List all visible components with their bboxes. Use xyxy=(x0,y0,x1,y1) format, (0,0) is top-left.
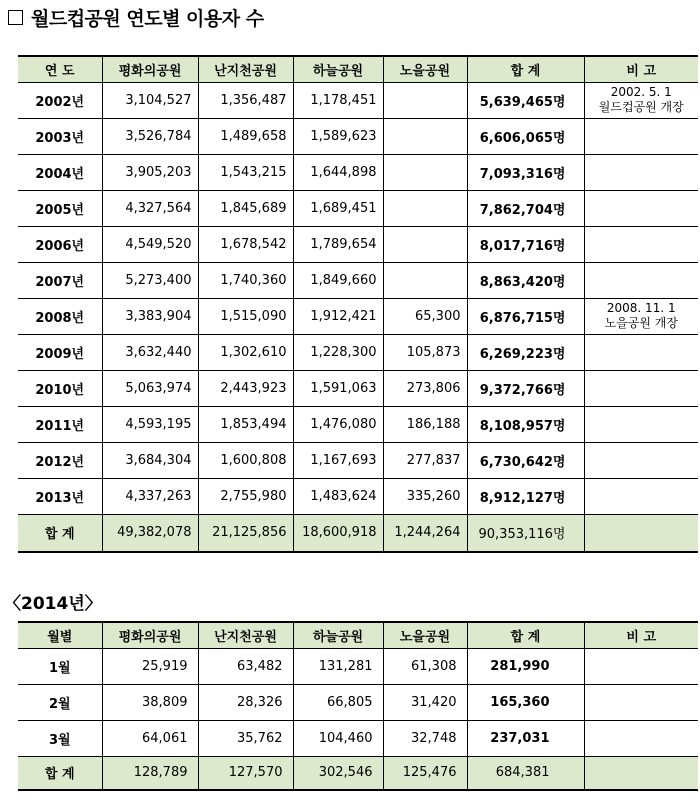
grand-total: 684,381 xyxy=(467,756,584,790)
header-nanjicheon-park: 난지천공원 xyxy=(198,56,293,82)
note-cell xyxy=(584,478,698,514)
peace-park-total: 128,789 xyxy=(102,756,198,790)
haneul-park-cell: 1,689,451 xyxy=(293,190,383,226)
nanjicheon-park-cell: 63,482 xyxy=(198,648,293,684)
haneul-park-total: 302,546 xyxy=(293,756,383,790)
header-note: 비 고 xyxy=(584,56,698,82)
noeul-park-cell xyxy=(383,82,467,118)
header-total: 합 계 xyxy=(467,56,584,82)
checkbox-square-icon xyxy=(8,10,23,25)
note-cell xyxy=(584,684,698,720)
haneul-park-cell: 1,644,898 xyxy=(293,154,383,190)
table-header-row xyxy=(18,622,698,648)
header-nanjicheon-park: 난지천공원 xyxy=(198,622,293,648)
noeul-park-cell: 31,420 xyxy=(383,684,467,720)
header-total: 합 계 xyxy=(467,622,584,648)
year-cell: 2009년 xyxy=(18,334,102,370)
header-noeul-park: 노을공원 xyxy=(383,56,467,82)
table-row xyxy=(18,82,698,118)
total-cell: 6,876,715명 xyxy=(467,298,584,334)
haneul-park-cell: 66,805 xyxy=(293,684,383,720)
peace-park-cell: 5,063,974 xyxy=(102,370,198,406)
table-row xyxy=(18,154,698,190)
total-note xyxy=(584,514,698,552)
peace-park-cell: 3,684,304 xyxy=(102,442,198,478)
monthly-table-body xyxy=(18,622,698,790)
note-cell xyxy=(584,82,698,118)
haneul-park-cell: 1,167,693 xyxy=(293,442,383,478)
year-cell: 2010년 xyxy=(18,370,102,406)
haneul-park-cell: 1,589,623 xyxy=(293,118,383,154)
total-row xyxy=(18,514,698,552)
haneul-park-cell: 1,789,654 xyxy=(293,226,383,262)
nanjicheon-park-cell: 2,755,980 xyxy=(198,478,293,514)
haneul-park-cell: 1,476,080 xyxy=(293,406,383,442)
total-label: 합 계 xyxy=(18,756,102,790)
nanjicheon-park-cell: 1,678,542 xyxy=(198,226,293,262)
total-cell: 6,606,065명 xyxy=(467,118,584,154)
total-cell: 7,093,316명 xyxy=(467,154,584,190)
nanjicheon-park-cell: 1,845,689 xyxy=(198,190,293,226)
year-cell: 2006년 xyxy=(18,226,102,262)
peace-park-cell: 3,632,440 xyxy=(102,334,198,370)
document-title xyxy=(8,4,264,30)
peace-park-cell: 5,273,400 xyxy=(102,262,198,298)
table-row xyxy=(18,118,698,154)
header-month: 월별 xyxy=(18,622,102,648)
year-cell: 2013년 xyxy=(18,478,102,514)
note-line-2: 월드컵공원 개장 xyxy=(598,100,684,114)
year-cell: 2008년 xyxy=(18,298,102,334)
table-row xyxy=(18,648,698,684)
haneul-park-total: 18,600,918 xyxy=(293,514,383,552)
haneul-park-cell: 104,460 xyxy=(293,720,383,756)
header-year: 연 도 xyxy=(18,56,102,82)
noeul-park-cell: 335,260 xyxy=(383,478,467,514)
noeul-park-cell xyxy=(383,190,467,226)
month-cell: 1월 xyxy=(18,648,102,684)
total-cell: 5,639,465명 xyxy=(467,82,584,118)
table-row xyxy=(18,478,698,514)
noeul-park-cell xyxy=(383,118,467,154)
table-row xyxy=(18,226,698,262)
year-cell: 2005년 xyxy=(18,190,102,226)
grand-total: 90,353,116명 xyxy=(467,514,584,552)
nanjicheon-park-cell: 28,326 xyxy=(198,684,293,720)
note-cell xyxy=(584,406,698,442)
note-cell xyxy=(584,648,698,684)
noeul-park-cell: 186,188 xyxy=(383,406,467,442)
total-cell: 6,269,223명 xyxy=(467,334,584,370)
table-row xyxy=(18,262,698,298)
peace-park-cell: 64,061 xyxy=(102,720,198,756)
header-noeul-park: 노을공원 xyxy=(383,622,467,648)
noeul-park-cell: 65,300 xyxy=(383,298,467,334)
table-row xyxy=(18,298,698,334)
peace-park-cell: 3,905,203 xyxy=(102,154,198,190)
note-line-1: 2002. 5. 1 xyxy=(610,85,672,99)
note-cell xyxy=(584,720,698,756)
month-cell: 3월 xyxy=(18,720,102,756)
note-cell xyxy=(584,262,698,298)
nanjicheon-park-cell: 1,489,658 xyxy=(198,118,293,154)
note-cell xyxy=(584,226,698,262)
header-haneul-park: 하늘공원 xyxy=(293,622,383,648)
table-row xyxy=(18,334,698,370)
total-cell: 7,862,704명 xyxy=(467,190,584,226)
haneul-park-cell: 1,912,421 xyxy=(293,298,383,334)
yearly-table-body xyxy=(18,56,698,552)
note-cell xyxy=(584,298,698,334)
noeul-park-total: 125,476 xyxy=(383,756,467,790)
table-row xyxy=(18,442,698,478)
noeul-park-cell: 273,806 xyxy=(383,370,467,406)
note-cell xyxy=(584,190,698,226)
total-cell: 8,017,716명 xyxy=(467,226,584,262)
haneul-park-cell: 1,228,300 xyxy=(293,334,383,370)
year-cell: 2002년 xyxy=(18,82,102,118)
total-label: 합 계 xyxy=(18,514,102,552)
nanjicheon-park-total: 127,570 xyxy=(198,756,293,790)
noeul-park-cell: 61,308 xyxy=(383,648,467,684)
haneul-park-cell: 1,591,063 xyxy=(293,370,383,406)
peace-park-cell: 3,383,904 xyxy=(102,298,198,334)
table-row xyxy=(18,720,698,756)
haneul-park-cell: 1,849,660 xyxy=(293,262,383,298)
nanjicheon-park-total: 21,125,856 xyxy=(198,514,293,552)
nanjicheon-park-cell: 35,762 xyxy=(198,720,293,756)
table-row xyxy=(18,684,698,720)
nanjicheon-park-cell: 1,740,360 xyxy=(198,262,293,298)
noeul-park-cell: 105,873 xyxy=(383,334,467,370)
note-cell xyxy=(584,370,698,406)
monthly-visitors-table xyxy=(18,621,698,791)
peace-park-cell: 38,809 xyxy=(102,684,198,720)
section-subtitle: 〈2014년〉 xyxy=(4,594,102,614)
nanjicheon-park-cell: 1,356,487 xyxy=(198,82,293,118)
header-peace-park: 평화의공원 xyxy=(102,622,198,648)
nanjicheon-park-cell: 2,443,923 xyxy=(198,370,293,406)
total-cell: 281,990 xyxy=(467,648,584,684)
peace-park-cell: 3,104,527 xyxy=(102,82,198,118)
peace-park-cell: 4,327,564 xyxy=(102,190,198,226)
peace-park-cell: 4,549,520 xyxy=(102,226,198,262)
yearly-visitors-table xyxy=(18,55,698,553)
year-cell: 2007년 xyxy=(18,262,102,298)
noeul-park-cell xyxy=(383,154,467,190)
noeul-park-total: 1,244,264 xyxy=(383,514,467,552)
note-cell xyxy=(584,334,698,370)
table-header-row xyxy=(18,56,698,82)
header-peace-park: 평화의공원 xyxy=(102,56,198,82)
year-cell: 2011년 xyxy=(18,406,102,442)
note-line-2: 노을공원 개장 xyxy=(604,316,678,330)
peace-park-cell: 25,919 xyxy=(102,648,198,684)
total-cell: 237,031 xyxy=(467,720,584,756)
peace-park-cell: 3,526,784 xyxy=(102,118,198,154)
total-cell: 6,730,642명 xyxy=(467,442,584,478)
note-cell xyxy=(584,442,698,478)
year-cell: 2012년 xyxy=(18,442,102,478)
peace-park-cell: 4,593,195 xyxy=(102,406,198,442)
noeul-park-cell: 32,748 xyxy=(383,720,467,756)
total-note xyxy=(584,756,698,790)
haneul-park-cell: 131,281 xyxy=(293,648,383,684)
month-cell: 2월 xyxy=(18,684,102,720)
note-line-1: 2008. 11. 1 xyxy=(606,301,676,315)
header-haneul-park: 하늘공원 xyxy=(293,56,383,82)
total-cell: 9,372,766명 xyxy=(467,370,584,406)
nanjicheon-park-cell: 1,543,215 xyxy=(198,154,293,190)
total-cell: 8,863,420명 xyxy=(467,262,584,298)
nanjicheon-park-cell: 1,302,610 xyxy=(198,334,293,370)
total-cell: 165,360 xyxy=(467,684,584,720)
peace-park-cell: 4,337,263 xyxy=(102,478,198,514)
header-note: 비 고 xyxy=(584,622,698,648)
peace-park-total: 49,382,078 xyxy=(102,514,198,552)
noeul-park-cell: 277,837 xyxy=(383,442,467,478)
nanjicheon-park-cell: 1,515,090 xyxy=(198,298,293,334)
total-cell: 8,912,127명 xyxy=(467,478,584,514)
table-row xyxy=(18,190,698,226)
note-cell xyxy=(584,118,698,154)
noeul-park-cell xyxy=(383,226,467,262)
total-cell: 8,108,957명 xyxy=(467,406,584,442)
table-row xyxy=(18,406,698,442)
haneul-park-cell: 1,178,451 xyxy=(293,82,383,118)
nanjicheon-park-cell: 1,853,494 xyxy=(198,406,293,442)
note-cell xyxy=(584,154,698,190)
title-text: 월드컵공원 연도별 이용자 수 xyxy=(31,7,264,30)
noeul-park-cell xyxy=(383,262,467,298)
nanjicheon-park-cell: 1,600,808 xyxy=(198,442,293,478)
total-row xyxy=(18,756,698,790)
haneul-park-cell: 1,483,624 xyxy=(293,478,383,514)
year-cell: 2004년 xyxy=(18,154,102,190)
year-cell: 2003년 xyxy=(18,118,102,154)
table-row xyxy=(18,370,698,406)
